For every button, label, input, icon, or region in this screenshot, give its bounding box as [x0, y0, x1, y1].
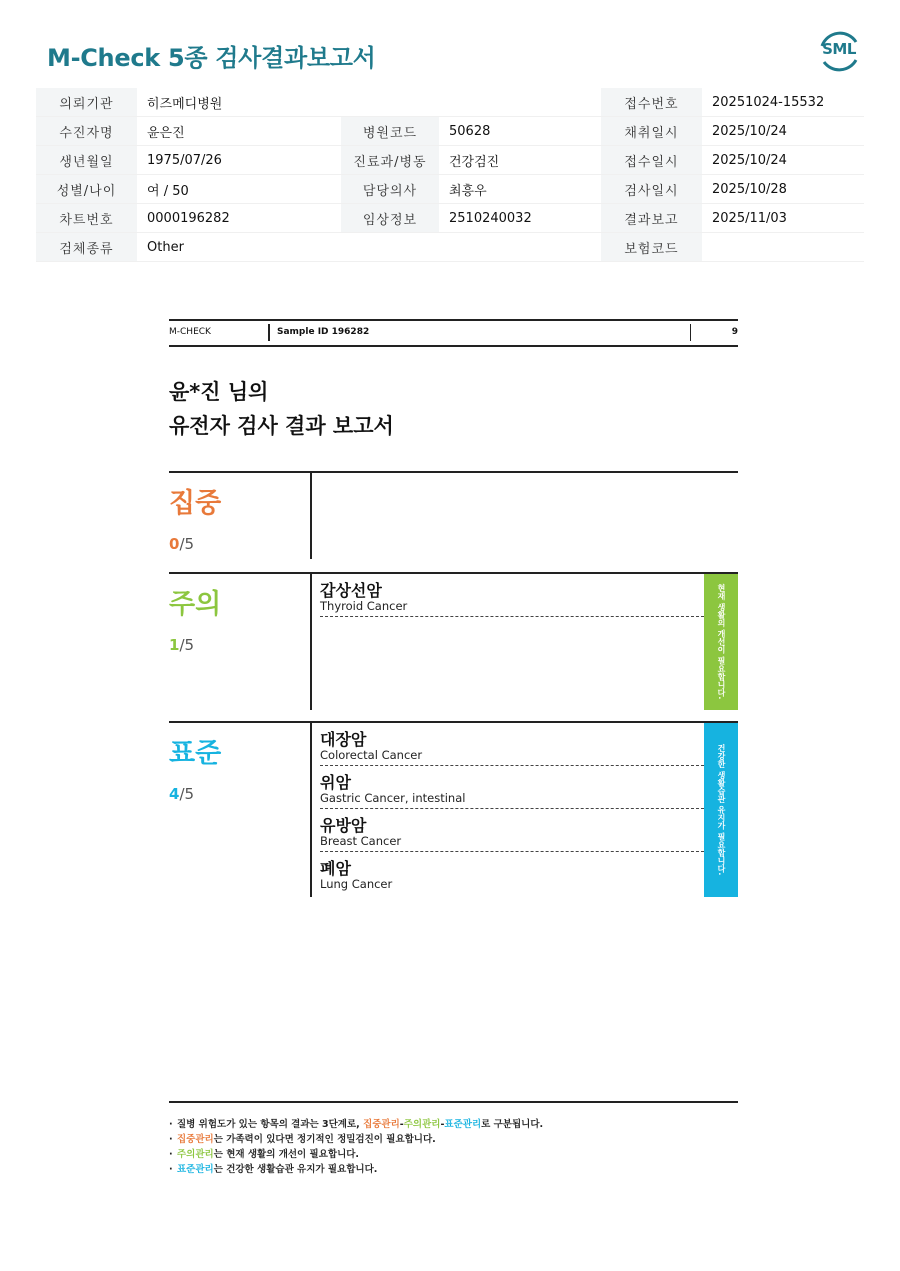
info-label: 임상정보 [341, 204, 439, 233]
info-label: 검사일시 [601, 175, 702, 204]
bullet-icon: · [169, 1134, 173, 1145]
info-value: 1975/07/26 [137, 146, 341, 175]
note-dash: - [440, 1119, 445, 1130]
info-label: 채취일시 [601, 117, 702, 146]
info-row [36, 175, 864, 204]
tier-count [169, 535, 194, 553]
result-item [320, 852, 704, 894]
result-item [320, 574, 704, 617]
info-label: 접수일시 [601, 146, 702, 175]
tier-items [320, 723, 704, 894]
info-value: Other [137, 233, 601, 262]
note-text: 는 건강한 생활습관 유지가 필요합니다. [213, 1164, 378, 1175]
info-label: 검체종류 [36, 233, 137, 262]
patient-info-table [36, 88, 864, 262]
tier-count-total: /5 [179, 636, 195, 654]
label-standard: 표준관리 [177, 1164, 214, 1175]
tier-count-total: /5 [179, 785, 195, 803]
tier-sidebar [704, 574, 738, 710]
item-name-ko: 폐암 [320, 859, 351, 878]
info-label: 담당의사 [341, 175, 439, 204]
report-brand: M-CHECK [169, 327, 211, 337]
tier-divider [310, 574, 312, 710]
report-header [169, 319, 738, 347]
header-divider [690, 324, 691, 341]
tier-count [169, 785, 194, 803]
label-standard: 표준관리 [444, 1119, 482, 1130]
info-row [36, 88, 864, 117]
label-focus: 집중관리 [363, 1119, 400, 1130]
item-name-ko: 갑상선암 [320, 581, 382, 600]
item-name-ko: 유방암 [320, 816, 367, 835]
sidebar-message: 건강한 생활습관 유지가 필요합니다. [717, 744, 726, 876]
bullet-icon: · [169, 1119, 173, 1130]
tier-count-total: /5 [179, 535, 195, 553]
tier-focus [169, 471, 738, 559]
footnote [169, 1147, 738, 1162]
report-title-line1: 윤*진 님의 [169, 380, 269, 404]
info-label: 병원코드 [341, 117, 439, 146]
result-item [320, 809, 704, 852]
info-value: 2025/10/28 [702, 175, 864, 204]
item-name-en: Breast Cancer [320, 834, 402, 848]
info-label: 진료과/병동 [341, 146, 439, 175]
item-name-ko: 대장암 [320, 730, 367, 749]
tier-name: 표준 [169, 738, 222, 769]
sample-id: Sample ID 196282 [277, 327, 370, 337]
tier-divider [310, 473, 312, 559]
tier-count-value: 0 [169, 535, 180, 553]
info-value: 20251024-15532 [702, 88, 864, 117]
tier-items [320, 574, 704, 617]
info-value: 최흥우 [439, 175, 601, 204]
sidebar-message: 현재 생활의 개선이 필요합니다. [717, 584, 726, 700]
note-text: 는 가족력이 있다면 정기적인 정밀검진이 필요합니다. [213, 1134, 436, 1145]
genetic-report-page [169, 319, 738, 1189]
label-focus: 집중관리 [177, 1134, 214, 1145]
tier-standard [169, 721, 738, 897]
footnotes [169, 1101, 738, 1177]
tier-name: 주의 [169, 589, 222, 620]
tier-name: 집중 [169, 488, 222, 519]
info-label: 성별/나이 [36, 175, 137, 204]
info-value: 50628 [439, 117, 601, 146]
info-row [36, 204, 864, 233]
tier-divider [310, 723, 312, 897]
info-value: 히즈메디병원 [137, 88, 601, 117]
info-value: 윤은진 [137, 117, 341, 146]
label-caution: 주의관리 [403, 1119, 441, 1130]
info-value [702, 233, 864, 262]
bullet-icon: · [169, 1164, 173, 1175]
footnote [169, 1117, 738, 1132]
logo-text: SML [822, 40, 856, 58]
info-row [36, 117, 864, 146]
label-caution: 주의관리 [177, 1149, 214, 1160]
item-name-en: Gastric Cancer, intestinal [320, 791, 466, 805]
result-item [320, 766, 704, 809]
result-item [320, 723, 704, 766]
note-text: 는 현재 생활의 개선이 필요합니다. [213, 1149, 360, 1160]
item-name-en: Lung Cancer [320, 877, 393, 891]
note-text: 로 구분됩니다. [481, 1119, 544, 1130]
info-row [36, 233, 864, 262]
info-value: 2025/10/24 [702, 146, 864, 175]
info-value: 0000196282 [137, 204, 341, 233]
note-text: 질병 위험도가 있는 항목의 결과는 3단계로, [177, 1119, 364, 1130]
tier-count-value: 4 [169, 785, 180, 803]
page-number: 9 [731, 327, 738, 337]
header-divider [268, 324, 270, 341]
footnote [169, 1132, 738, 1147]
info-label: 접수번호 [601, 88, 702, 117]
tier-sidebar [704, 723, 738, 897]
info-label: 수진자명 [36, 117, 137, 146]
tier-count-value: 1 [169, 636, 180, 654]
info-value: 2025/11/03 [702, 204, 864, 233]
report-title-line2: 유전자 검사 결과 보고서 [169, 414, 394, 438]
info-value: 여 / 50 [137, 175, 341, 204]
info-label: 의뢰기관 [36, 88, 137, 117]
sml-logo [816, 28, 862, 76]
info-value: 2510240032 [439, 204, 601, 233]
info-label: 결과보고 [601, 204, 702, 233]
tier-caution [169, 572, 738, 710]
bullet-icon: · [169, 1149, 173, 1160]
info-value: 2025/10/24 [702, 117, 864, 146]
info-value: 건강검진 [439, 146, 601, 175]
info-label: 차트번호 [36, 204, 137, 233]
footnote [169, 1162, 738, 1177]
item-name-en: Thyroid Cancer [320, 599, 408, 613]
tier-count [169, 636, 194, 654]
note-dash: - [399, 1119, 404, 1130]
info-label: 보험코드 [601, 233, 702, 262]
item-name-ko: 위암 [320, 773, 351, 792]
info-row [36, 146, 864, 175]
info-label: 생년월일 [36, 146, 137, 175]
report-title [169, 375, 394, 443]
item-name-en: Colorectal Cancer [320, 748, 423, 762]
document-title: M-Check 5종 검사결과보고서 [47, 44, 376, 72]
